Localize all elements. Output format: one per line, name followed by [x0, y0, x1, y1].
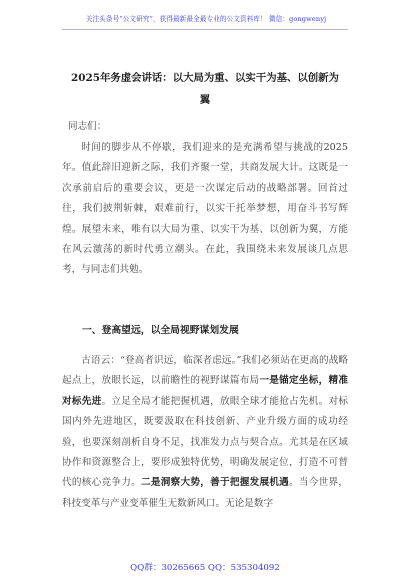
bold-point-2: 二是洞察大势，善于把握发展机遇	[140, 477, 290, 489]
paragraph-text: 。立足全局才能把握机遇，放眼全球才能抢占先机。对标国内外先进地区，既要汲取在科技创新、产业升级方面的成功经验，也要深刻剖析自身不足，找准发力点与契合点。尤其是在区域协作和资源整合上，要形成独特优势，明确发展定位，打造不可替代的核心竞争力。	[62, 395, 349, 489]
paragraph-section-1	[62, 351, 348, 514]
paragraph-text: 。当今世界，科技变革与产业变革催生无数新风口。无论是数字	[62, 477, 349, 509]
footer-contact: QQ群：30265665 QQ：535304092	[130, 563, 280, 573]
section-heading-1: 一、登高望远，以全局视野谋划发展	[82, 325, 239, 336]
paragraph-intro: 时间的脚步从不停歇，我们迎来的是充满希望与挑战的2025年。值此辞旧迎新之际，我们齐聚一堂，共商发展大计。这既是一次承前启后的重要会议，更是一次谋定后动的战略部署。回首过往，我们披荆斩棘，艰难前行，以实干托举梦想，用奋斗书写辉煌。展望未来，唯有以大局为重、以实干为基、以创新为翼，方能在风云激荡的新时代勇立潮头。在此，我围绕未来发展谈几点思考，与同志们共勉。	[62, 142, 348, 276]
paragraph-text: 古语云：“登高者识远，临深者虑远。”我们必须站在更高的战略起点上，放眼长远，以前瞻性的视野谋篇布局	[62, 355, 348, 387]
salutation: 同志们：	[68, 121, 107, 132]
header-banner: 关注头条号“公文研究”，获得最新最全最专业的公文资料库！ 微信：gongwenyj	[85, 15, 327, 23]
header-divider	[62, 29, 348, 30]
page-title: 2025年务虚会讲话：以大局为重、以实干为基、以创新为翼	[71, 72, 339, 106]
bold-point-1: 一是锚定坐标，精准对标先进	[62, 375, 349, 407]
